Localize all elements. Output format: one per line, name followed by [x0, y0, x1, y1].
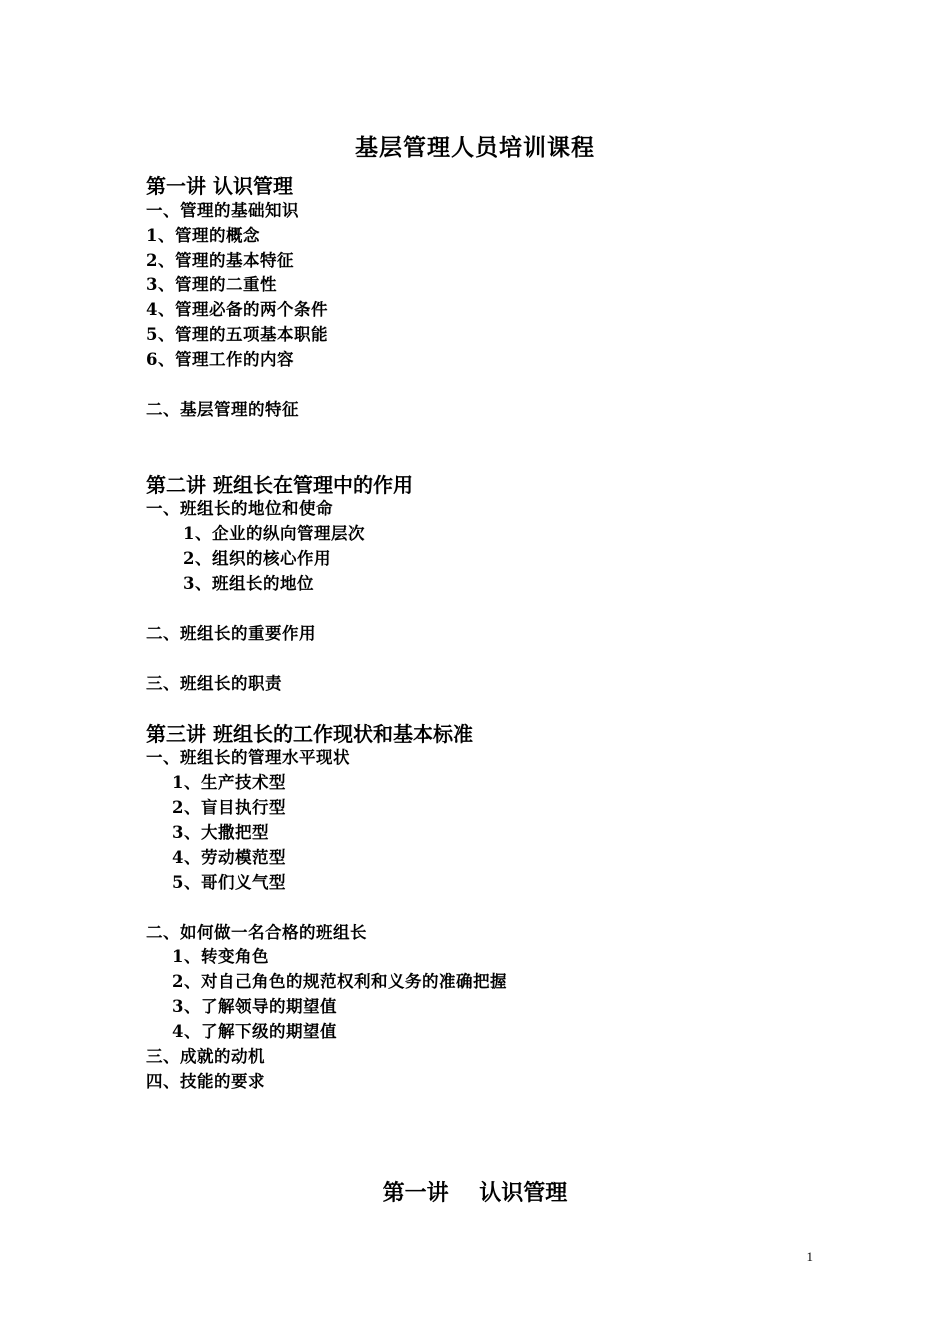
lecture-3-item: 2、对自己角色的规范权利和义务的准确把握 [172, 972, 507, 991]
lecture-3-section-2: 二、如何做一名合格的班组长 [146, 923, 367, 942]
lecture-2-item: 2、组织的核心作用 [183, 549, 331, 568]
lecture-1-section-2: 二、基层管理的特征 [146, 400, 299, 419]
page-number: 1 [806, 1249, 813, 1264]
lecture-3-section-1: 一、班组长的管理水平现状 [146, 748, 350, 767]
lecture-1-item: 4、管理必备的两个条件 [146, 300, 328, 319]
lecture-2-item: 1、企业的纵向管理层次 [183, 524, 365, 543]
lecture-3-section-3: 三、成就的动机 [146, 1047, 265, 1066]
lecture-2-item: 3、班组长的地位 [183, 574, 314, 593]
lecture-1-item: 2、管理的基本特征 [146, 251, 294, 270]
lecture-3-item: 5、哥们义气型 [172, 873, 286, 892]
lecture-3-item: 1、生产技术型 [172, 773, 286, 792]
lecture-1-section-1: 一、管理的基础知识 [146, 201, 299, 220]
lecture-3-heading: 第三讲 班组长的工作现状和基本标准 [146, 722, 473, 746]
lecture-1-item: 3、管理的二重性 [146, 275, 277, 294]
lecture-3-item: 2、盲目执行型 [172, 798, 286, 817]
chapter-heading: 第一讲 认识管理 [382, 1180, 568, 1206]
lecture-3-item: 3、了解领导的期望值 [172, 997, 337, 1016]
lecture-3-item: 4、劳动模范型 [172, 848, 286, 867]
lecture-2-section-2: 二、班组长的重要作用 [146, 624, 316, 643]
document-title: 基层管理人员培训课程 [355, 134, 595, 161]
lecture-3-item: 1、转变角色 [172, 947, 269, 966]
lecture-1-item: 6、管理工作的内容 [146, 350, 294, 369]
lecture-2-section-3: 三、班组长的职责 [146, 674, 282, 693]
lecture-3-section-4: 四、技能的要求 [146, 1072, 265, 1091]
lecture-1-item: 5、管理的五项基本职能 [146, 325, 328, 344]
lecture-1-item: 1、管理的概念 [146, 226, 260, 245]
lecture-1-heading: 第一讲 认识管理 [146, 174, 293, 198]
lecture-2-section-1: 一、班组长的地位和使命 [146, 499, 333, 518]
lecture-3-item: 3、大撒把型 [172, 823, 269, 842]
lecture-2-heading: 第二讲 班组长在管理中的作用 [146, 473, 413, 497]
lecture-3-item: 4、了解下级的期望值 [172, 1022, 337, 1041]
